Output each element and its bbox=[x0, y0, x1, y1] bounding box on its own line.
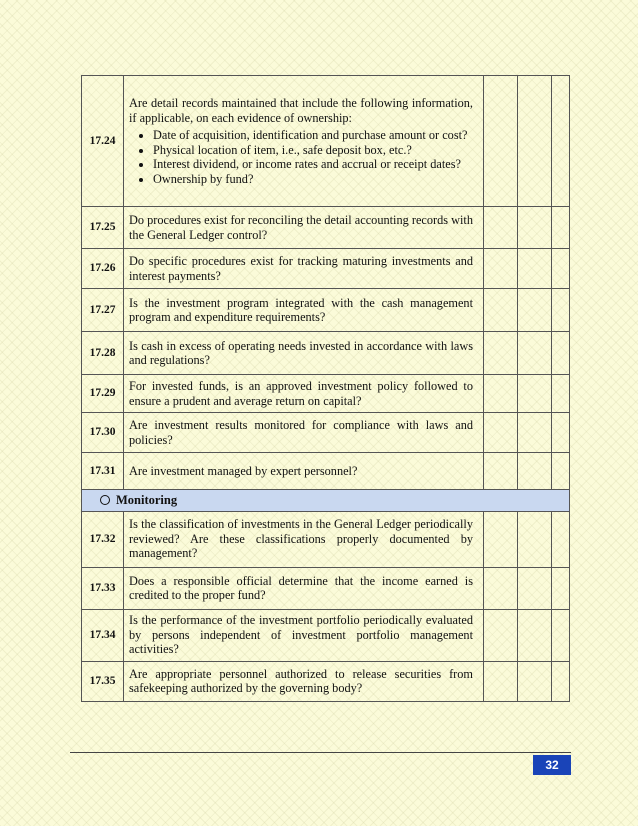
checklist-row bbox=[82, 661, 570, 701]
response-cell[interactable] bbox=[518, 661, 552, 701]
sub-item: • Date of acquisition, identification and purchase amount or cost? bbox=[153, 128, 473, 143]
checklist-row bbox=[82, 249, 570, 289]
response-cell[interactable] bbox=[552, 207, 570, 249]
question-cell bbox=[124, 453, 484, 490]
response-cell[interactable] bbox=[484, 511, 518, 567]
response-cell[interactable] bbox=[484, 207, 518, 249]
response-cell[interactable] bbox=[518, 567, 552, 609]
response-cell[interactable] bbox=[484, 289, 518, 332]
response-cell[interactable] bbox=[484, 567, 518, 609]
item-number: 17.34 bbox=[82, 609, 124, 661]
response-cell[interactable] bbox=[552, 289, 570, 332]
response-cell[interactable] bbox=[518, 289, 552, 332]
response-cell[interactable] bbox=[552, 413, 570, 453]
page-number-badge: 32 bbox=[533, 755, 571, 775]
checklist-row bbox=[82, 609, 570, 661]
question-text: Do procedures exist for reconciling the detail accounting records with the General Ledger control? bbox=[129, 213, 473, 242]
question-cell bbox=[124, 511, 484, 567]
response-cell[interactable] bbox=[552, 375, 570, 413]
item-number: 17.32 bbox=[82, 511, 124, 567]
item-number: 17.29 bbox=[82, 375, 124, 413]
item-number: 17.30 bbox=[82, 413, 124, 453]
question-text: Is the performance of the investment portfolio periodically evaluated by persons independent of investment portfolio management activities? bbox=[129, 613, 473, 657]
response-cell[interactable] bbox=[552, 609, 570, 661]
item-number: 17.35 bbox=[82, 661, 124, 701]
sub-item: • Interest dividend, or income rates and accrual or receipt dates? bbox=[153, 157, 473, 172]
response-cell[interactable] bbox=[518, 76, 552, 207]
checklist-row bbox=[82, 76, 570, 207]
question-text: Are appropriate personnel authorized to release securities from safekeeping authorized by the governing body? bbox=[129, 666, 473, 695]
sub-item: • Ownership by fund? bbox=[153, 172, 473, 187]
item-number: 17.25 bbox=[82, 207, 124, 249]
item-number: 17.33 bbox=[82, 567, 124, 609]
response-cell[interactable] bbox=[484, 413, 518, 453]
response-cell[interactable] bbox=[518, 413, 552, 453]
checklist-row bbox=[82, 375, 570, 413]
question-cell bbox=[124, 249, 484, 289]
question-cell bbox=[124, 76, 484, 207]
question-text: Are detail records maintained that include the following information, if applicable, on each evidence of ownership: bbox=[129, 96, 473, 125]
checklist-row bbox=[82, 332, 570, 375]
response-cell[interactable] bbox=[484, 453, 518, 490]
section-body bbox=[82, 490, 570, 512]
response-cell[interactable] bbox=[484, 332, 518, 375]
question-cell bbox=[124, 375, 484, 413]
item-number: 17.27 bbox=[82, 289, 124, 332]
question-cell bbox=[124, 567, 484, 609]
response-cell[interactable] bbox=[484, 249, 518, 289]
response-cell[interactable] bbox=[484, 76, 518, 207]
section-header-row bbox=[82, 490, 570, 512]
checklist-row bbox=[82, 511, 570, 567]
item-number: 17.28 bbox=[82, 332, 124, 375]
checklist-body-b bbox=[82, 511, 570, 701]
question-text: Is the investment program integrated with the cash management program and expenditure requirements? bbox=[129, 295, 473, 324]
response-cell[interactable] bbox=[518, 511, 552, 567]
question-text: Is cash in excess of operating needs invested in accordance with laws and regulations? bbox=[129, 338, 473, 367]
question-text: Do specific procedures exist for tracking maturing investments and interest payments? bbox=[129, 254, 473, 283]
item-number: 17.26 bbox=[82, 249, 124, 289]
response-cell[interactable] bbox=[552, 76, 570, 207]
question-cell bbox=[124, 609, 484, 661]
question-cell bbox=[124, 332, 484, 375]
question-text: For invested funds, is an approved investment policy followed to ensure a prudent and average return on capital? bbox=[129, 379, 473, 408]
checklist-row bbox=[82, 567, 570, 609]
response-cell[interactable] bbox=[518, 332, 552, 375]
footer-rule bbox=[70, 752, 571, 753]
circle-bullet-icon bbox=[100, 495, 110, 505]
question-text: Does a responsible official determine that the income earned is credited to the proper fund? bbox=[129, 573, 473, 602]
response-cell[interactable] bbox=[518, 249, 552, 289]
response-cell[interactable] bbox=[518, 609, 552, 661]
response-cell[interactable] bbox=[552, 332, 570, 375]
checklist-body-a bbox=[82, 76, 570, 490]
sub-item-list bbox=[129, 128, 473, 186]
question-cell bbox=[124, 661, 484, 701]
checklist-row bbox=[82, 413, 570, 453]
response-cell[interactable] bbox=[518, 207, 552, 249]
response-cell[interactable] bbox=[552, 661, 570, 701]
question-cell bbox=[124, 413, 484, 453]
response-cell[interactable] bbox=[484, 661, 518, 701]
response-cell[interactable] bbox=[518, 453, 552, 490]
response-cell[interactable] bbox=[552, 567, 570, 609]
question-text: Are investment managed by expert personnel? bbox=[129, 463, 358, 478]
sub-item: • Physical location of item, i.e., safe deposit box, etc.? bbox=[153, 143, 473, 158]
response-cell[interactable] bbox=[484, 375, 518, 413]
question-text: Is the classification of investments in the General Ledger periodically reviewed? Are these classifications properly documented by management? bbox=[129, 517, 473, 561]
response-cell[interactable] bbox=[518, 375, 552, 413]
question-cell bbox=[124, 289, 484, 332]
item-number: 17.31 bbox=[82, 453, 124, 490]
section-title: Monitoring bbox=[116, 493, 178, 507]
checklist-table bbox=[81, 75, 570, 702]
checklist-row bbox=[82, 207, 570, 249]
response-cell[interactable] bbox=[552, 249, 570, 289]
checklist-row bbox=[82, 453, 570, 490]
response-cell[interactable] bbox=[484, 609, 518, 661]
response-cell[interactable] bbox=[552, 511, 570, 567]
question-text: Are investment results monitored for compliance with laws and policies? bbox=[129, 418, 473, 447]
response-cell[interactable] bbox=[552, 453, 570, 490]
section-header bbox=[82, 490, 570, 512]
item-number: 17.24 bbox=[82, 76, 124, 207]
checklist-row bbox=[82, 289, 570, 332]
question-cell bbox=[124, 207, 484, 249]
